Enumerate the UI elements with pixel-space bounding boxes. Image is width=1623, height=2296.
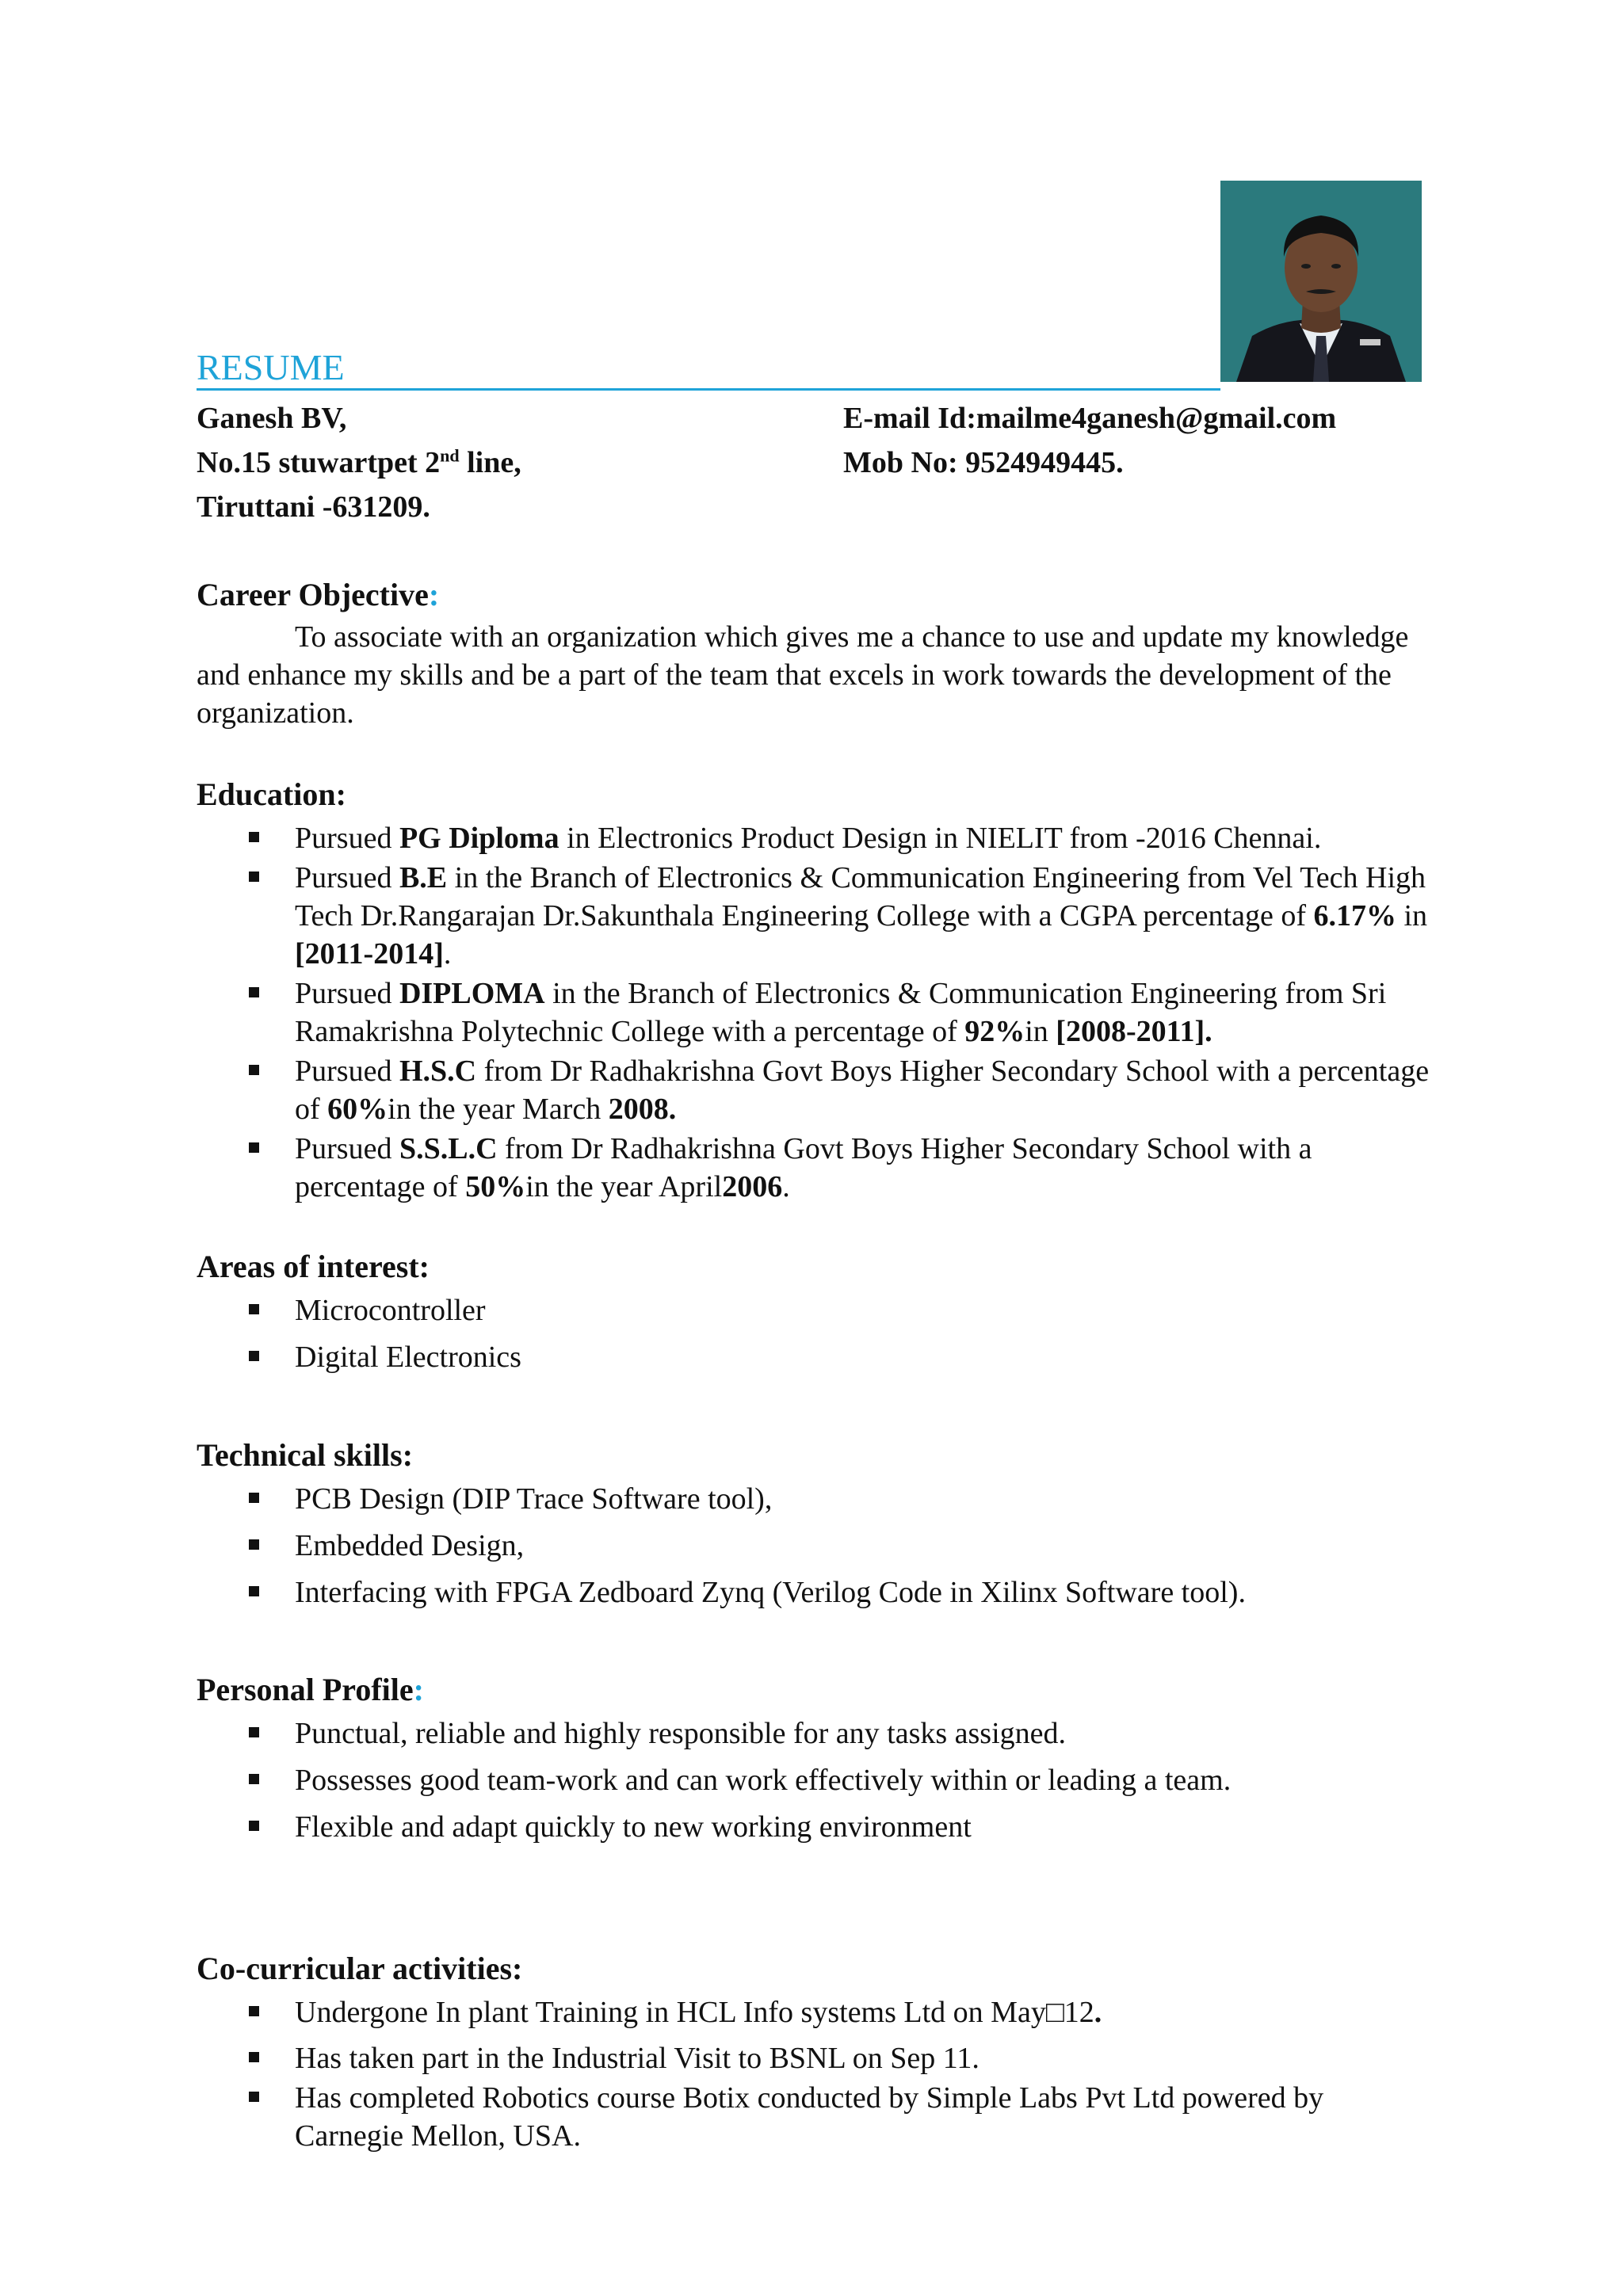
career-objective-section <box>197 575 1433 732</box>
education-item: Pursued H.S.C from Dr Radhakrishna Govt Boys Higher Secondary School with a percentage of 60%in the year March 2008. <box>197 1052 1433 1128</box>
technical-skills-section <box>197 1436 1433 1620</box>
education-list <box>197 819 1433 1206</box>
activity-item: Has taken part in the Industrial Visit to BSNL on Sep 11. <box>197 2039 1433 2077</box>
profile-list <box>197 1714 1433 1846</box>
address-line-1: No.15 stuwartpet 2nd line, <box>197 445 521 479</box>
contact-info-block <box>843 396 1336 485</box>
education-item: Pursued PG Diploma in Electronics Product Design in NIELIT from -2016 Chennai. <box>197 819 1433 857</box>
career-objective-text: To associate with an organization which gives me a chance to use and update my knowledge and enhance my skills and be a part of the team that excels in work towards the development of the organization. <box>197 620 1409 730</box>
skill-item: Embedded Design, <box>197 1527 1433 1565</box>
resume-heading: RESUME <box>197 347 1220 391</box>
address-line-2: Tiruttani -631209. <box>197 490 430 524</box>
profile-photo <box>1220 181 1422 382</box>
co-curricular-list <box>197 1993 1433 2155</box>
email-address: E-mail Id:mailme4ganesh@gmail.com <box>843 402 1337 435</box>
technical-skills-heading: Technical skills: <box>197 1437 414 1473</box>
career-objective-heading: Career Objective: <box>197 577 440 612</box>
contact-address-block <box>197 396 521 529</box>
education-item: Pursued S.S.L.C from Dr Radhakrishna Govt Boys Higher Secondary School with a percentage of 50%in the year April2006. <box>197 1130 1433 1206</box>
education-section <box>197 775 1433 1207</box>
skills-list <box>197 1480 1433 1611</box>
education-heading: Education: <box>197 776 346 812</box>
education-item: Pursued B.E in the Branch of Electronics & Communication Engineering from Vel Tech High Tech Dr.Rangarajan Dr.Sakunthala Engineering College with a CGPA percentage of 6.17% in [2011-2014]. <box>197 859 1433 973</box>
profile-item: Possesses good team-work and can work effectively within or leading a team. <box>197 1761 1433 1799</box>
co-curricular-section <box>197 1949 1433 2155</box>
personal-profile-heading: Personal Profile: <box>197 1672 424 1707</box>
areas-of-interest-heading: Areas of interest: <box>197 1249 430 1284</box>
interest-item: Digital Electronics <box>197 1338 1433 1376</box>
profile-item: Flexible and adapt quickly to new working environment <box>197 1808 1433 1846</box>
personal-profile-section <box>197 1670 1433 1855</box>
education-item: Pursued DIPLOMA in the Branch of Electronics & Communication Engineering from Sri Ramakrishna Polytechnic College with a percentage of 92%in [2008-2011]. <box>197 974 1433 1051</box>
co-curricular-heading: Co-curricular activities: <box>197 1951 523 1986</box>
activity-item: Undergone In plant Training in HCL Info systems Ltd on May□12. <box>197 1993 1433 2031</box>
activity-item: Has completed Robotics course Botix conducted by Simple Labs Pvt Ltd powered by Carnegie Mellon, USA. <box>197 2079 1433 2155</box>
interest-item: Microcontroller <box>197 1291 1433 1329</box>
profile-item: Punctual, reliable and highly responsible for any tasks assigned. <box>197 1714 1433 1753</box>
mobile-number: Mob No: 9524949445. <box>843 446 1124 479</box>
applicant-name: Ganesh BV, <box>197 402 347 435</box>
skill-item: PCB Design (DIP Trace Software tool), <box>197 1480 1433 1518</box>
skill-item: Interfacing with FPGA Zedboard Zynq (Verilog Code in Xilinx Software tool). <box>197 1573 1433 1611</box>
areas-of-interest-section <box>197 1247 1433 1385</box>
interests-list <box>197 1291 1433 1376</box>
